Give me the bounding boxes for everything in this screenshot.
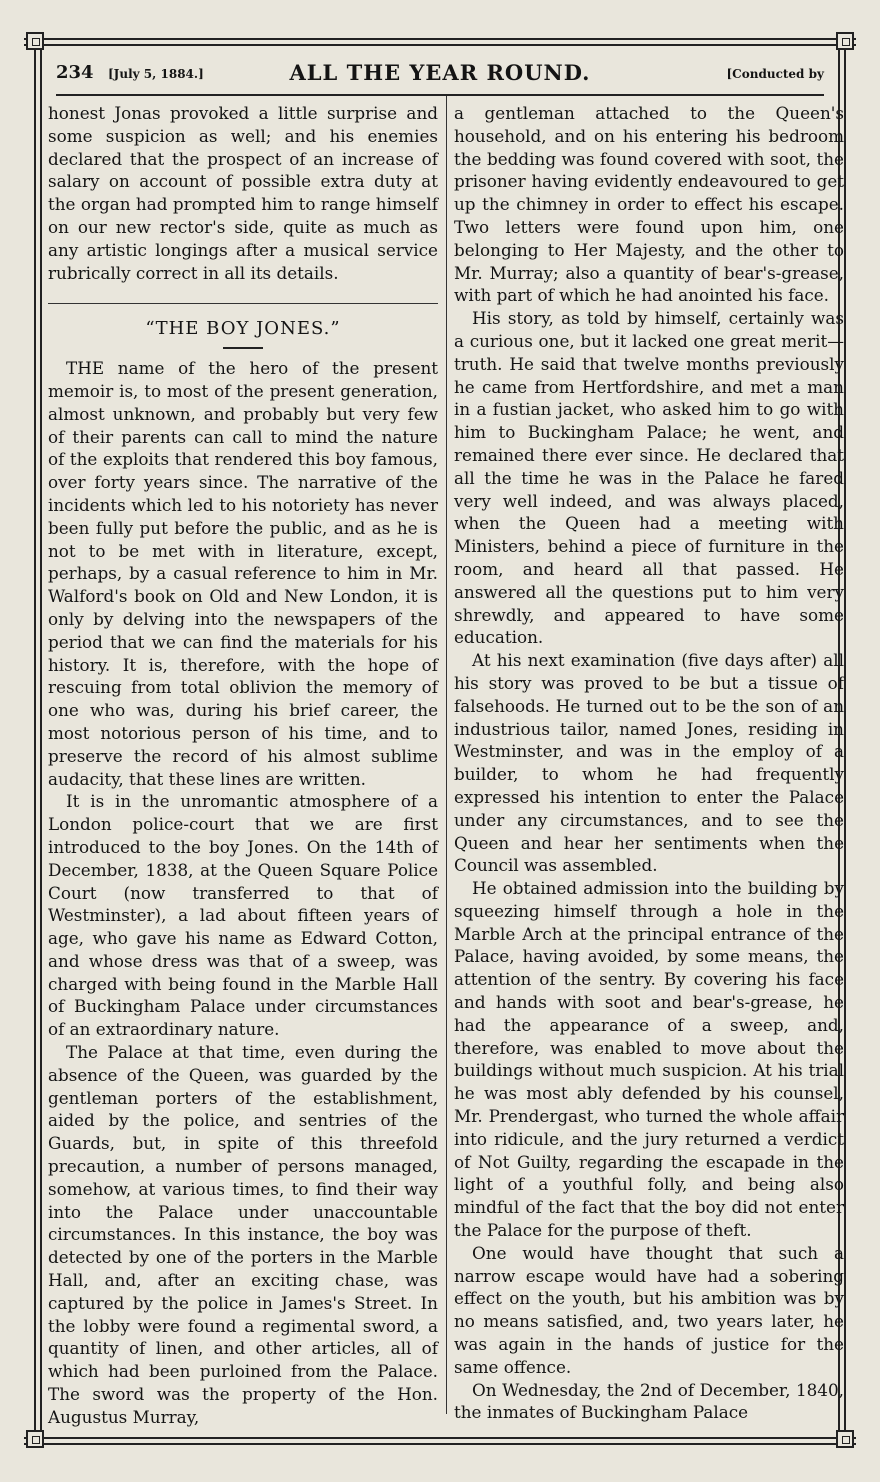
- corner-ornament-bottom-right: [836, 1430, 854, 1448]
- issue-date: [July 5, 1884.]: [108, 67, 204, 81]
- body-paragraph: One would have thought that such a narrow escape would have had a sobering effect on the youth, but his ambition was by no means satisfied, and, two years later, he was again in the hands of justice for the same offence.: [454, 1242, 844, 1377]
- journal-title: ALL THE YEAR ROUND.: [289, 60, 591, 85]
- corner-ornament-top-right: [836, 32, 854, 50]
- continued-paragraph: honest Jonas provoked a little surprise and some suspicion as well; and his enemies declared that the prospect of an increase of salary on account of possible extra duty at the organ had prompted him to range himself on our new rector's side, quite as much as any artistic longings after a musical service rubrically correct in all its details.: [48, 103, 438, 283]
- body-paragraph: It is in the unromantic atmosphere of a London police-court that we are first introduced to the boy Jones. On the 14th of December, 1838, at the Queen Square Police Court (now transferred to that of Westminster), a lad about fifteen years of age, who gave his name as Edward Cotton, and whose dress was that of a sweep, was charged with being found in the Marble Hall of Buckingham Palace under circumstances of an extraordinary nature.: [48, 791, 438, 1040]
- body-paragraph: At his next examination (five days after) all his story was proved to be but a tissue of falsehoods. He turned out to be the son of an industrious tailor, named Jones, residing in Westminster, and was in the employ of a builder, to whom he had frequently expressed his intention to enter the Palace under any circumstances, and to see the Queen and hear her sentiments when the Council was assembled.: [454, 650, 844, 876]
- right-column: [454, 102, 844, 1423]
- body-paragraph: On Wednesday, the 2nd of December, 1840, the inmates of Buckingham Palace: [454, 1379, 844, 1423]
- left-border-rule: [34, 40, 42, 1438]
- left-column: [48, 102, 438, 1427]
- body-paragraph: He obtained admission into the building by squeezing himself through a hole in the Marble Arch at the principal entrance of the Palace, having avoided, by some means, the attention of the sentry. By covering his face and hands with soot and bear's-grease, he had the appearance of a sweep, and, therefore, was enabled to move about the buildings without much suspicion. At his trial he was most ably defended by his counsel, Mr. Prendergast, who turned the whole affair into ridicule, and the jury returned a verdict of Not Guilty, regarding the escapade in the light of a youthful folly, and being also mindful of the fact that the boy did not enter the Palace for the purpose of theft.: [454, 878, 844, 1241]
- bottom-border-rule: [24, 1437, 856, 1445]
- page-header: [56, 60, 824, 96]
- section-divider: [48, 303, 438, 305]
- corner-ornament-top-left: [26, 32, 44, 50]
- body-paragraph: a gentleman attached to the Queen's household, and on his entering his bedroom the bedding was found covered with soot, the prisoner having evidently endeavoured to get up the chimney in order to effect his escape. Two letters were found upon him, one belonging to Her Majesty, and the other to Mr. Murray; also a quantity of bear's-grease, with part of which he had anointed his face.: [454, 103, 844, 306]
- body-paragraph: The Palace at that time, even during the absence of the Queen, was guarded by the gentleman porters of the establishment, aided by the police, and sentries of the Guards, but, in spite of this threefold precaution, a number of persons managed, somehow, at various times, to find their way into the Palace under unaccountable circumstances. In this instance, the boy was detected by one of the porters in the Marble Hall, and, after an exciting chase, was captured by the police in James's Street. In the lobby were found a regimental sword, a quantity of linen, and other articles, all of which had been purloined from the Palace. The sword was the property of the Hon. Augustus Murray,: [48, 1042, 438, 1427]
- title-dash: [223, 347, 263, 349]
- body-paragraph: His story, as told by himself, certainly was a curious one, but it lacked one great merit—truth. He said that twelve months previously he came from Hertfordshire, and met a man in a fustian jacket, who asked him to go with him to Buckingham Palace; he went, and remained there ever since. He declared that all the time he was in the Palace he fared very well indeed, and was always placed, when the Queen had a meeting with Ministers, behind a piece of furniture in the room, and heard all that passed. He answered all the questions put to him very shrewdly, and appeared to have some education.: [454, 308, 844, 648]
- column-divider: [446, 96, 447, 1414]
- conducted-by-note: [Conducted by: [726, 67, 824, 81]
- top-border-rule: [24, 38, 856, 46]
- article-title: “THE BOY JONES.”: [145, 318, 341, 340]
- page-number: 234: [56, 62, 94, 83]
- body-paragraph: THE name of the hero of the present memoir is, to most of the present generation, almost unknown, and probably but very few of their parents can call to mind the nature of the exploits that rendered this boy famous, over forty years since. The narrative of the incidents which led to his notoriety has never been fully put before the public, and as he is not to be met with in literature, except, perhaps, by a casual reference to him in Mr. Walford's book on Old and New London, it is only by delving into the newspapers of the period that we can find the materials for his history. It is, therefore, with the hope of rescuing from total oblivion the memory of one who was, during his brief career, the most notorious person of his time, and to preserve the record of his almost sublime audacity, that these lines are written.: [48, 358, 438, 789]
- corner-ornament-bottom-left: [26, 1430, 44, 1448]
